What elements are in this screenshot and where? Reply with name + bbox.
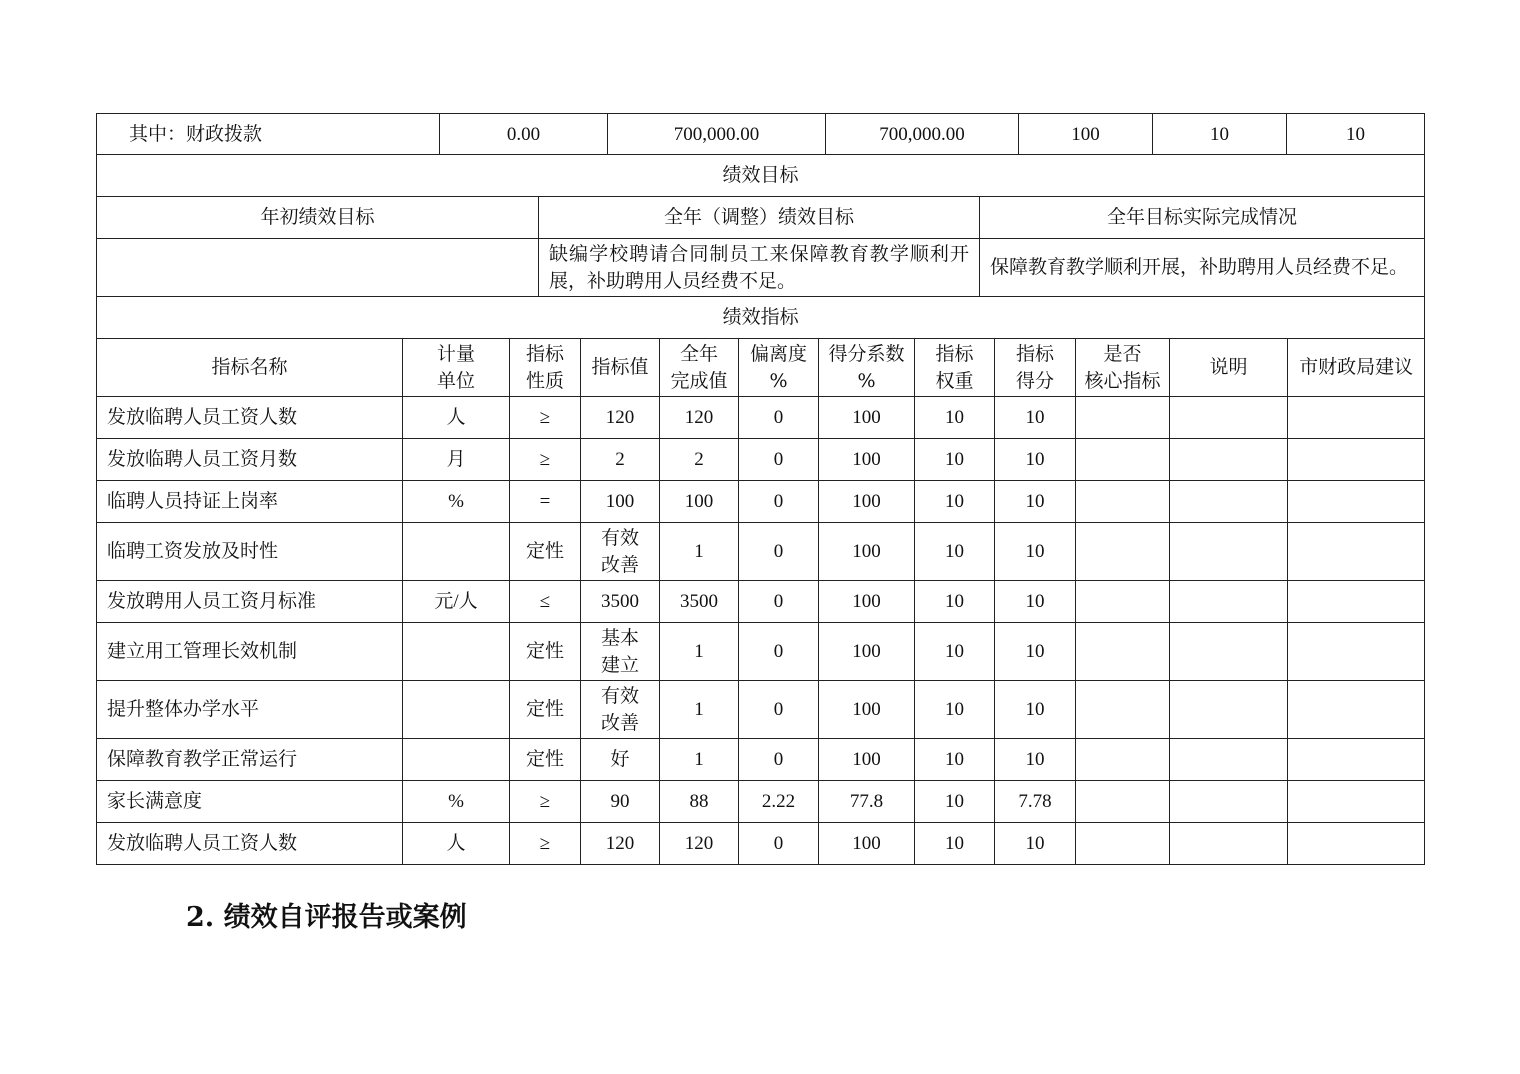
indicator-advice <box>1288 823 1425 865</box>
funding-row <box>97 114 1425 155</box>
indicator-score: 10 <box>995 823 1076 865</box>
indicator-target: 120 <box>581 397 660 439</box>
indicator-row <box>97 823 1425 865</box>
indicator-coefficient: 100 <box>819 623 915 681</box>
indicator-core <box>1076 581 1170 623</box>
indicator-unit: 元/人 <box>403 581 510 623</box>
indicator-weight: 10 <box>915 523 995 581</box>
indicator-row <box>97 439 1425 481</box>
indicator-target: 90 <box>581 781 660 823</box>
indicator-deviation: 0 <box>739 823 819 865</box>
indicator-nature: 定性 <box>510 523 581 581</box>
indicator-name: 发放临聘人员工资人数 <box>97 397 403 439</box>
indicator-core <box>1076 397 1170 439</box>
indicator-header-cell: 指标值 <box>581 339 660 397</box>
indicators-table <box>96 296 1425 865</box>
indicator-header-cell: 是否 核心指标 <box>1076 339 1170 397</box>
indicator-name: 临聘人员持证上岗率 <box>97 481 403 523</box>
indicator-target: 100 <box>581 481 660 523</box>
indicator-header-cell: 指标 性质 <box>510 339 581 397</box>
indicator-nature: ≥ <box>510 397 581 439</box>
indicator-weight: 10 <box>915 739 995 781</box>
indicator-advice <box>1288 397 1425 439</box>
indicator-deviation: 0 <box>739 397 819 439</box>
indicator-advice <box>1288 481 1425 523</box>
indicator-unit: 人 <box>403 397 510 439</box>
goals-table <box>96 154 1425 297</box>
indicator-deviation: 0 <box>739 681 819 739</box>
indicator-note <box>1170 781 1288 823</box>
funding-value: 700,000.00 <box>608 114 826 155</box>
funding-label: 其中：财政拨款 <box>97 114 440 155</box>
indicator-name: 发放临聘人员工资人数 <box>97 823 403 865</box>
indicator-header-cell: 全年 完成值 <box>660 339 739 397</box>
goals-header-actual: 全年目标实际完成情况 <box>980 197 1425 239</box>
indicator-weight: 10 <box>915 623 995 681</box>
indicators-section-title: 绩效指标 <box>97 297 1425 339</box>
indicator-row <box>97 397 1425 439</box>
indicator-unit: % <box>403 781 510 823</box>
indicator-weight: 10 <box>915 397 995 439</box>
indicator-header-cell: 指标 得分 <box>995 339 1076 397</box>
indicator-nature: 定性 <box>510 739 581 781</box>
indicator-actual: 120 <box>660 823 739 865</box>
indicator-deviation: 2.22 <box>739 781 819 823</box>
indicator-note <box>1170 623 1288 681</box>
goals-adjusted-text: 缺编学校聘请合同制员工来保障教育教学顺利开展，补助聘用人员经费不足。 <box>539 239 980 297</box>
indicator-core <box>1076 623 1170 681</box>
indicator-coefficient: 100 <box>819 439 915 481</box>
indicator-name: 临聘工资发放及时性 <box>97 523 403 581</box>
indicator-row <box>97 739 1425 781</box>
indicator-weight: 10 <box>915 581 995 623</box>
indicator-target: 好 <box>581 739 660 781</box>
indicator-name: 发放聘用人员工资月标准 <box>97 581 403 623</box>
indicator-unit <box>403 739 510 781</box>
indicator-actual: 1 <box>660 681 739 739</box>
indicator-core <box>1076 681 1170 739</box>
funding-value: 100 <box>1019 114 1153 155</box>
indicator-target: 2 <box>581 439 660 481</box>
indicator-advice <box>1288 623 1425 681</box>
indicator-actual: 1 <box>660 739 739 781</box>
indicator-actual: 88 <box>660 781 739 823</box>
indicator-row <box>97 481 1425 523</box>
indicators-header-row <box>97 339 1425 397</box>
indicator-core <box>1076 523 1170 581</box>
funding-value: 10 <box>1153 114 1287 155</box>
indicator-note <box>1170 439 1288 481</box>
indicator-name: 提升整体办学水平 <box>97 681 403 739</box>
indicator-advice <box>1288 581 1425 623</box>
indicator-unit <box>403 523 510 581</box>
indicator-score: 10 <box>995 681 1076 739</box>
indicator-unit: 人 <box>403 823 510 865</box>
indicator-advice <box>1288 781 1425 823</box>
indicator-weight: 10 <box>915 781 995 823</box>
indicator-coefficient: 100 <box>819 523 915 581</box>
indicator-coefficient: 100 <box>819 739 915 781</box>
indicator-deviation: 0 <box>739 581 819 623</box>
indicator-row <box>97 623 1425 681</box>
goals-header-adjusted: 全年（调整）绩效目标 <box>539 197 980 239</box>
indicator-score: 10 <box>995 623 1076 681</box>
indicator-nature: ≥ <box>510 781 581 823</box>
indicator-header-cell: 指标 权重 <box>915 339 995 397</box>
indicator-target: 3500 <box>581 581 660 623</box>
indicator-note <box>1170 739 1288 781</box>
indicator-coefficient: 100 <box>819 581 915 623</box>
indicator-note <box>1170 397 1288 439</box>
indicator-weight: 10 <box>915 481 995 523</box>
indicator-actual: 1 <box>660 523 739 581</box>
indicator-advice <box>1288 681 1425 739</box>
indicator-score: 7.78 <box>995 781 1076 823</box>
indicator-note <box>1170 523 1288 581</box>
indicator-deviation: 0 <box>739 481 819 523</box>
funding-table <box>96 113 1425 155</box>
indicator-unit: 月 <box>403 439 510 481</box>
indicator-name: 建立用工管理长效机制 <box>97 623 403 681</box>
indicator-target: 120 <box>581 823 660 865</box>
indicator-core <box>1076 781 1170 823</box>
indicator-name: 发放临聘人员工资月数 <box>97 439 403 481</box>
indicator-note <box>1170 681 1288 739</box>
indicator-note <box>1170 481 1288 523</box>
indicator-row <box>97 523 1425 581</box>
indicator-score: 10 <box>995 439 1076 481</box>
indicator-nature: ≥ <box>510 823 581 865</box>
indicator-header-cell: 得分系数 % <box>819 339 915 397</box>
indicator-deviation: 0 <box>739 523 819 581</box>
indicator-core <box>1076 439 1170 481</box>
indicator-nature: ≥ <box>510 439 581 481</box>
indicator-actual: 120 <box>660 397 739 439</box>
indicator-header-cell: 偏离度 % <box>739 339 819 397</box>
goals-initial-text <box>97 239 539 297</box>
funding-value: 0.00 <box>440 114 608 155</box>
indicator-deviation: 0 <box>739 739 819 781</box>
indicator-actual: 3500 <box>660 581 739 623</box>
indicator-target: 有效 改善 <box>581 681 660 739</box>
goals-header-initial: 年初绩效目标 <box>97 197 539 239</box>
indicator-unit <box>403 623 510 681</box>
indicator-actual: 100 <box>660 481 739 523</box>
indicator-coefficient: 100 <box>819 397 915 439</box>
indicator-note <box>1170 823 1288 865</box>
goals-section-title: 绩效目标 <box>97 155 1425 197</box>
indicator-deviation: 0 <box>739 439 819 481</box>
goals-actual-text: 保障教育教学顺利开展，补助聘用人员经费不足。 <box>980 239 1425 297</box>
indicator-weight: 10 <box>915 439 995 481</box>
indicator-note <box>1170 581 1288 623</box>
indicator-name: 保障教育教学正常运行 <box>97 739 403 781</box>
indicator-deviation: 0 <box>739 623 819 681</box>
indicator-target: 基本 建立 <box>581 623 660 681</box>
indicator-core <box>1076 739 1170 781</box>
indicator-score: 10 <box>995 739 1076 781</box>
indicator-header-cell: 市财政局建议 <box>1288 339 1425 397</box>
indicator-row <box>97 581 1425 623</box>
indicator-coefficient: 100 <box>819 481 915 523</box>
indicator-nature: ≤ <box>510 581 581 623</box>
indicator-header-cell: 计量 单位 <box>403 339 510 397</box>
indicator-target: 有效 改善 <box>581 523 660 581</box>
indicator-header-cell: 说明 <box>1170 339 1288 397</box>
indicator-header-cell: 指标名称 <box>97 339 403 397</box>
indicator-core <box>1076 481 1170 523</box>
indicator-core <box>1076 823 1170 865</box>
indicator-coefficient: 77.8 <box>819 781 915 823</box>
indicator-coefficient: 100 <box>819 823 915 865</box>
indicator-unit <box>403 681 510 739</box>
indicator-score: 10 <box>995 523 1076 581</box>
indicator-row <box>97 781 1425 823</box>
indicator-advice <box>1288 523 1425 581</box>
funding-value: 700,000.00 <box>826 114 1019 155</box>
indicator-actual: 1 <box>660 623 739 681</box>
indicator-score: 10 <box>995 581 1076 623</box>
indicator-actual: 2 <box>660 439 739 481</box>
indicator-score: 10 <box>995 481 1076 523</box>
indicator-weight: 10 <box>915 823 995 865</box>
indicator-advice <box>1288 739 1425 781</box>
indicator-score: 10 <box>995 397 1076 439</box>
indicator-advice <box>1288 439 1425 481</box>
indicator-name: 家长满意度 <box>97 781 403 823</box>
indicator-row <box>97 681 1425 739</box>
indicator-nature: = <box>510 481 581 523</box>
indicator-nature: 定性 <box>510 623 581 681</box>
section-heading: 2. 绩效自评报告或案例 <box>186 902 467 933</box>
indicator-weight: 10 <box>915 681 995 739</box>
indicator-unit: % <box>403 481 510 523</box>
indicator-nature: 定性 <box>510 681 581 739</box>
indicator-coefficient: 100 <box>819 681 915 739</box>
funding-value: 10 <box>1287 114 1425 155</box>
